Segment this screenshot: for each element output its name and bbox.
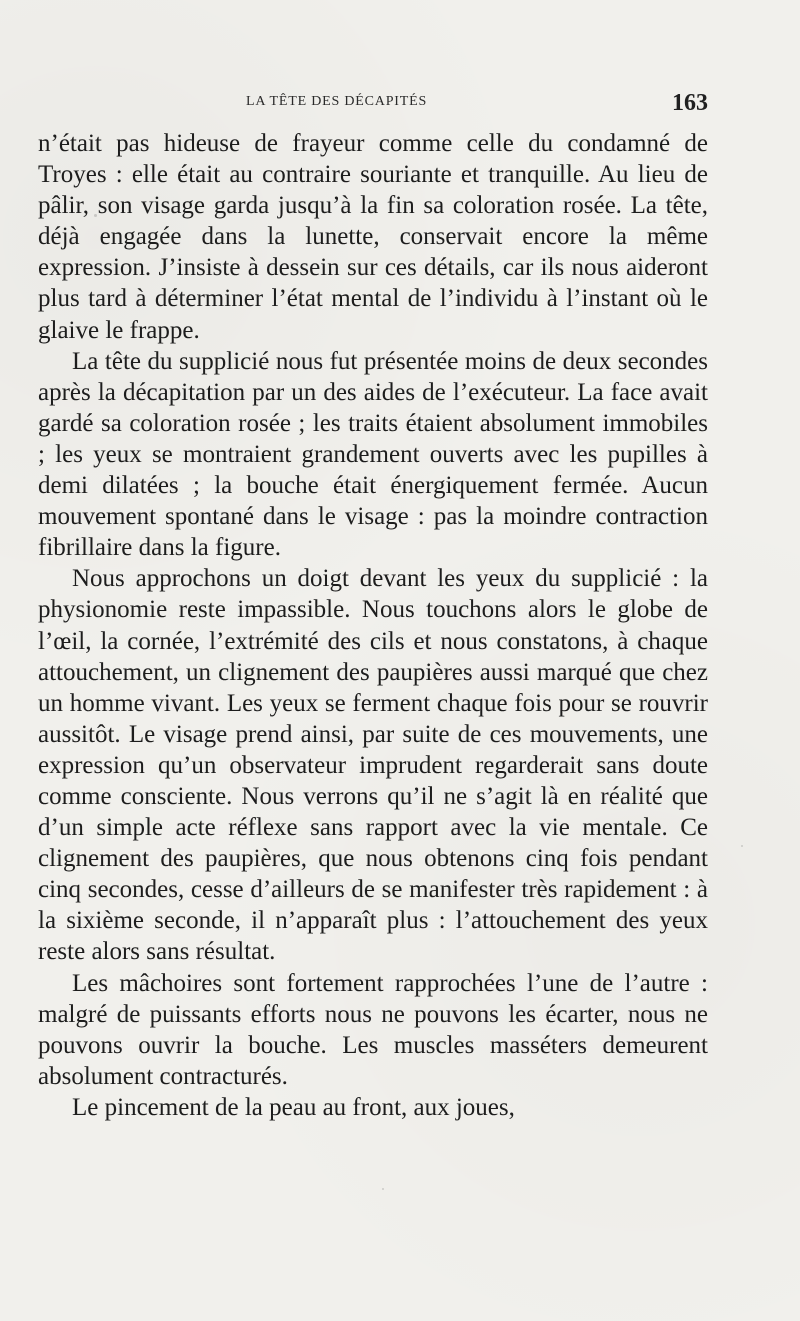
paper-speck: [382, 1188, 384, 1190]
paper-speck: [741, 845, 743, 847]
body-text: [38, 128, 708, 1123]
running-header: [38, 90, 708, 116]
page-number: 163: [672, 90, 708, 116]
paragraph-jaws: Les mâchoires sont fortement rapprochées l’une de l’autre : malgré de puissants efforts nous ne pouvons les écarter, nous ne pouvons ouvrir la bouche. Les muscles masséters demeurent absolument contracturés.: [38, 969, 708, 1090]
paragraph-eye-reflex: Nous approchons un doigt devant les yeux du supplicié : la physionomie reste impassible. Nous touchons alors le globe de l’œil, la cornée, l’extrémité des cils et nous constatons, à chaque attouchement, un clignement des paupières aussi marqué que chez un homme vivant. Les yeux se ferment chaque fois pour se rouvrir aussitôt. Le visage prend ainsi, par suite de ces mouvements, une expression qu’un observateur imprudent regarderait sans doute comme consciente. Nous verrons qu’il ne s’agit là en réalité que d’un simple acte réflexe sans rapport avec la vie mentale. Ce clignement des paupières, que nous obtenons cinq fois pendant cinq secondes, cesse d’ailleurs de se manifester très rapidement : à la sixième seconde, il n’apparaît plus : l’attouchement des yeux reste alors sans résultat.: [38, 565, 708, 966]
running-title: LA TÊTE DES DÉCAPITÉS: [246, 94, 428, 109]
paper-speck: [556, 493, 558, 495]
paragraph-pinching: Le pincement de la peau au front, aux joues,: [72, 1093, 515, 1121]
paragraph-head-presented: La tête du supplicié nous fut présentée moins de deux secondes après la décapitation par un des aides de l’exécuteur. La face avait gardé sa coloration rosée ; les traits étaient absolument immobiles ; les yeux se montraient grandement ouverts avec les pupilles à demi dilatées ; la bouche était énergiquement fermée. Aucun mouvement spontané dans le visage : pas la moindre contraction fibrillaire dans la figure.: [38, 347, 708, 562]
paper-speck: [94, 214, 97, 217]
paragraph-continued: n’était pas hideuse de frayeur comme celle du condamné de Troyes : elle était au contraire souriante et tranquille. Au lieu de pâlir, son visage garda jusqu’à la fin sa coloration rosée. La tête, déjà engagée dans la lunette, conservait encore la même expression. J’insiste à dessein sur ces détails, car ils nous aideront plus tard à déterminer l’état mental de l’individu à l’instant où le glaive le frappe.: [38, 130, 708, 344]
